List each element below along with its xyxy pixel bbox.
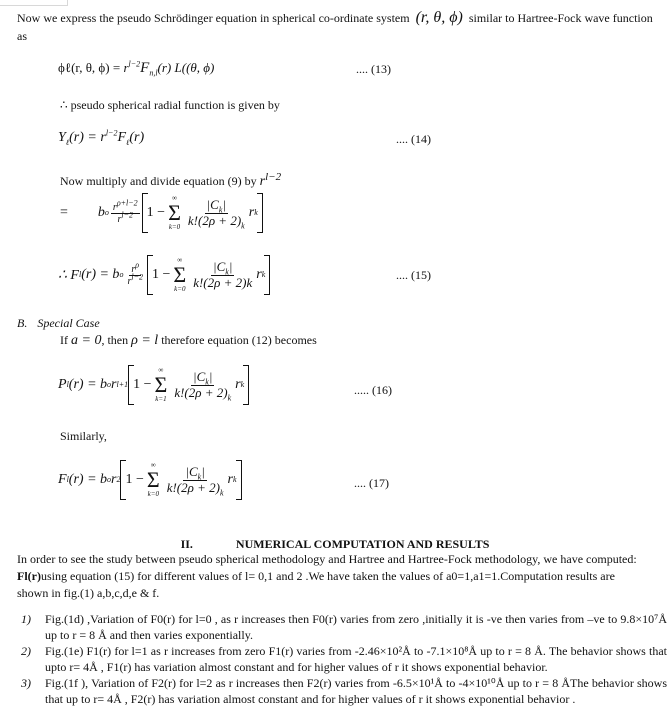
intro-line-1: [17, 9, 653, 27]
special-case-condition: If a = 0, then ρ = l therefore equation (12) becomes: [60, 333, 317, 348]
list-item: 1) Fig.(1d) ,Variation of F0(r) for l=0 , as r increases then F0(r) varies from zero ,initially it is -ve then varies from –ve to 9.8×10⁷Å up to r = 8 Å and then varies exponentially.: [21, 612, 667, 642]
eq-intermediate-bracket: 1 − ∞ Σ k=0 $\frac{|C_k|}{k!(2\rho + 2)_k}$ r k: [142, 193, 263, 233]
equation-15-number: .... (15): [396, 268, 431, 282]
eq13-L: L((θ, ϕ): [174, 60, 215, 75]
equation-17: F l (r) = b o r 2 1 − ∞ Σ k=0 $\frac{|C_k|}{k!(2\rho + 2)_k}$ r k: [58, 460, 242, 500]
intro-line-2: as: [17, 29, 27, 43]
multiply-divide-text: Now multiply and divide equation (9) by $r^{l-2}$: [60, 171, 282, 189]
equation-13: ϕℓ(r, θ, $\phi) = r^{l-2}F_{n,l}(r)$ L((θ, ϕ): [58, 59, 215, 78]
results-list: [17, 612, 667, 708]
intro-text-before: Now we express the pseudo Schrödinger equation in spherical co-ordinate system: [17, 11, 410, 25]
equation-15: ∴ F l (r) = b o $\frac{r^\rho}{r^{l-2}}$ 1 − ∞ Σ k=0 $\frac{|C_k|}{k!(2\rho + 2)k}$ r k: [58, 255, 270, 295]
section-number: II.: [180, 537, 193, 551]
eq-intermediate-fraction: $\frac{r^{\rho+l-2}}{r^{l-2}}$: [112, 198, 138, 225]
list-item: 3) Fig.(1f ), Variation of F2(r) for l=2 as r increases then F2(r) varies from -6.5×10¹Å to -4×10¹⁰Å up to r = 8 ÅThe behavior shows that up to r= 4Å , F2(r) has variation almost constant and for higher values of r it shows exponential behavior .: [21, 676, 667, 706]
results-paragraph: In order to see the study between pseudo spherical methodology and Hartree and Hartree-Fock methodology, we have computed: Fl(r)using equation (15) for different values of l= 0,1 and 2 .We have taken the values of a0=1,a1=1.Computation results are shown in fig.(1) a,b,c,d,e & f.: [17, 552, 637, 600]
equation-14-number: .... (14): [396, 132, 431, 146]
similarly-text: Similarly,: [60, 429, 107, 443]
intro-coords: (r, θ, ϕ): [415, 9, 463, 26]
equation-16-number: ..... (16): [354, 383, 392, 397]
section-title: NUMERICAL COMPUTATION AND RESULTS: [235, 537, 490, 551]
list-item: 2) Fig.(1e) F1(r) for l=1 as r increases from zero F1(r) varies from -2.46×10²Å to -7.1×10⁸Å up to r = 8 Å. The behavior shows that upto r= 4Å , F1(r) has variation almost constant and for higher values of r it shows exponential behavior.: [21, 644, 667, 674]
intro-text-after: similar to Hartree-Fock wave function: [468, 11, 653, 25]
page-corner-frame: [0, 0, 68, 6]
section-heading: [0, 537, 670, 552]
equation-16: P l (r) = b o r l+1 1 − ∞ Σ k=1 $\frac{|C_k|}{k!(2\rho + 2)_k}$ r k: [58, 365, 249, 405]
equation-13-number: .... (13): [356, 62, 391, 76]
equation-17-number: .... (17): [354, 476, 389, 490]
eq13-r: r: [123, 60, 129, 75]
equation-14: $Y_\ell(r) = r^{l-2}F_\ell(r)$: [58, 128, 145, 147]
eq13-lhs: ϕℓ(r, θ, ϕ) =: [58, 60, 121, 75]
radial-function-intro: ∴ pseudo spherical radial function is given by: [60, 98, 280, 112]
eq13-F: F: [140, 60, 150, 76]
equation-intermediate: = b o $\frac{r^{\rho+l-2}}{r^{l-2}}$ 1 − ∞ Σ k=0 $\frac{|C_k|}{k!(2\rho + 2)_k}$ r k: [60, 193, 263, 233]
special-case-heading: B. Special Case: [17, 316, 100, 330]
